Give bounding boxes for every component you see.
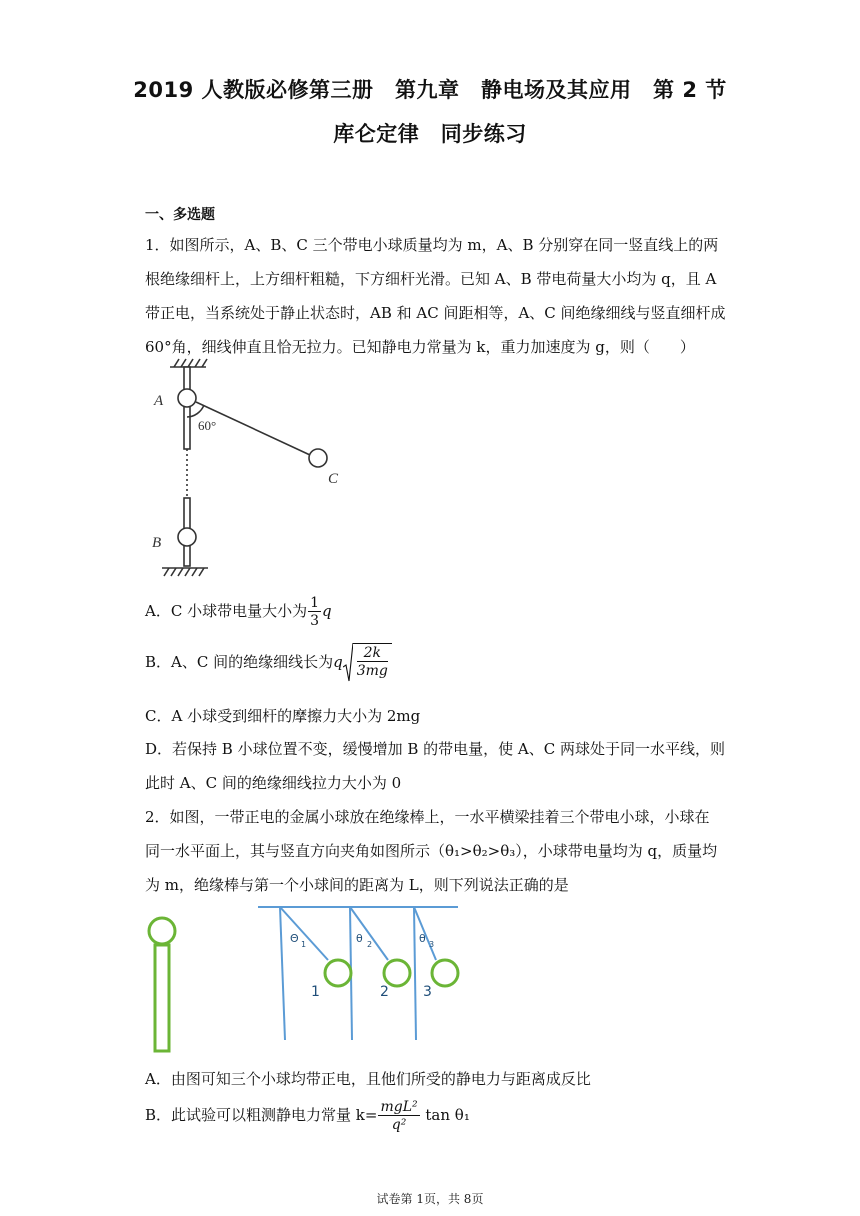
page-footer: 试卷第 1页，共 8页	[376, 1192, 484, 1206]
q1-option-b	[145, 643, 392, 683]
q1-option-b-text: B．A、C 间的绝缘细线长为	[145, 653, 334, 671]
q2-ball-2-label: 2	[380, 984, 389, 1000]
q1-text-line-4: 60°角，细线伸直且恰无拉力。已知静电力常量为 k，重力加速度为 g，则（ ）	[145, 338, 695, 356]
q1-text-line-1: 1．如图所示，A、B、C 三个带电小球质量均为 m，A、B 分别穿在同一竖直线上的两	[145, 236, 719, 254]
q2-figure	[140, 898, 470, 1058]
document-title-line-1: 2019 人教版必修第三册 第九章 静电场及其应用 第 2 节	[133, 78, 727, 102]
q1-figure-label-b: B	[152, 535, 162, 551]
radical-sign-icon	[343, 643, 353, 683]
fraction-denominator: q²	[391, 1117, 407, 1133]
q2-option-b	[145, 1100, 470, 1132]
square-root	[343, 643, 392, 683]
q2-text-line-3: 为 m，绝缘棒与第一个小球间的距离为 L，则下列说法正确的是	[145, 876, 569, 894]
fraction-one-third	[308, 596, 321, 628]
fraction-numerator: 1	[310, 595, 320, 611]
q2-theta2-subscript: 2	[367, 940, 373, 949]
q1-option-d-line-1: D．若保持 B 小球位置不变，缓慢增加 B 的带电量，使 A、C 两球处于同一水平线，则	[145, 740, 725, 758]
q1-text-line-3: 带正电，当系统处于静止状态时，AB 和 AC 间距相等，A、C 间绝缘细线与竖直细杆成	[145, 304, 726, 322]
fraction-numerator: 2k	[357, 646, 388, 662]
q2-theta3-subscript: 3	[429, 940, 435, 949]
q2-theta1-subscript: 1	[301, 940, 307, 949]
q2-ball-3-label: 3	[423, 984, 432, 1000]
document-title-line-2: 库仑定律 同步练习	[333, 122, 527, 146]
q2-theta2-label: θ	[356, 932, 363, 945]
q2-text-line-2: 同一水平面上，其与竖直方向夹角如图所示（θ₁>θ₂>θ₃），小球带电量均为 q，质量均	[145, 842, 718, 860]
tan-theta1: tan θ₁	[425, 1106, 470, 1124]
q1-figure-label-c: C	[328, 471, 339, 487]
fraction-numerator: mgL²	[380, 1099, 418, 1115]
q2-theta1-label: Θ	[290, 932, 299, 945]
q1-figure-angle-label: 60°	[198, 418, 217, 433]
q1-option-c: C．A 小球受到细杆的摩擦力大小为 2mg	[145, 707, 421, 725]
q2-text-line-1: 2．如图，一带正电的金属小球放在绝缘棒上，一水平横梁挂着三个带电小球，小球在	[145, 808, 710, 826]
q1-text-line-2: 根绝缘细杆上，上方细杆粗糙，下方细杆光滑。已知 A、B 带电荷量大小均为 q，且 A	[145, 270, 717, 288]
q2-ball-1-label: 1	[311, 984, 320, 1000]
q1-figure	[148, 355, 368, 580]
q2-option-a: A．由图可知三个小球均带正电，且他们所受的静电力与距离成反比	[145, 1070, 591, 1088]
q1-option-a-text: A．C 小球带电量大小为	[145, 602, 308, 620]
variable-q: q	[322, 602, 332, 620]
q1-option-d-line-2: 此时 A、C 间的绝缘细线拉力大小为 0	[145, 774, 402, 792]
fraction-denominator: 3	[310, 613, 320, 629]
q2-option-b-text: B．此试验可以粗测静电力常量 k=	[145, 1106, 378, 1124]
q2-theta3-label: θ	[419, 932, 426, 945]
q1-option-a	[145, 596, 332, 628]
fraction-denominator: 3mg	[356, 663, 388, 679]
q1-figure-label-a: A	[154, 393, 164, 409]
section-heading: 一、多选题	[145, 207, 215, 223]
variable-q: q	[333, 653, 343, 671]
